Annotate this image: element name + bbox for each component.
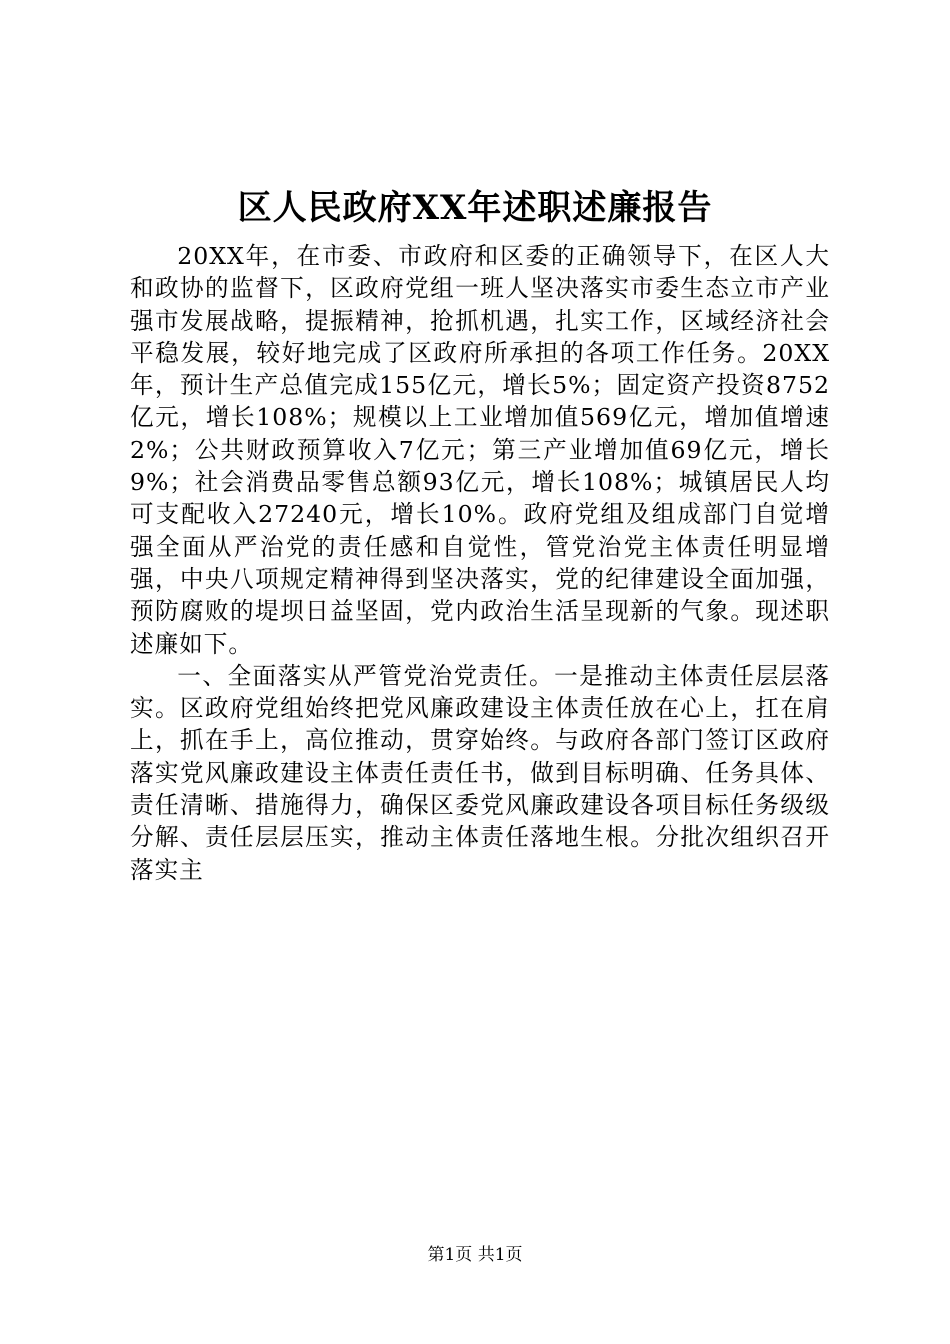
paragraph-section-one: 一、全面落实从严管党治党责任。一是推动主体责任层层落实。区政府党组始终把党风廉政建设主体责任放在心上，扛在肩上，抓在手上，高位推动，贯穿始终。与政府各部门签订区政府落实党风廉政建设主体责任责任书，做到目标明确、任务具体、责任清晰、措施得力，确保区委党风廉政建设各项目标任务级级分解、责任层层压实，推动主体责任落地生根。分批次组织召开落实主 [130, 661, 830, 884]
page-footer: 第1页 共1页 [427, 1245, 523, 1265]
document-body [130, 240, 830, 886]
paragraph-intro: 20XX年，在市委、市政府和区委的正确领导下，在区人大和政协的监督下，区政府党组一班人坚决落实市委生态立市产业强市发展战略，提振精神，抢抓机遇，扎实工作，区域经济社会平稳发展，较好地完成了区政府所承担的各项工作任务。20XX年，预计生产总值完成155亿元，增长5%；固定资产投资8752亿元，增长108%；规模以上工业增加值569亿元，增加值增速2%；公共财政预算收入7亿元；第三产业增加值69亿元，增长9%；社会消费品零售总额93亿元，增长108%；城镇居民人均可支配收入27240元，增长10%。政府党组及组成部门自觉增强全面从严治党的责任感和自觉性，管党治党主体责任明显增强，中央八项规定精神得到坚决落实，党的纪律建设全面加强，预防腐败的堤坝日益坚固，党内政治生活呈现新的气象。现述职述廉如下。 [130, 242, 830, 658]
document-title: 区人民政府XX年述职述廉报告 [237, 188, 713, 228]
